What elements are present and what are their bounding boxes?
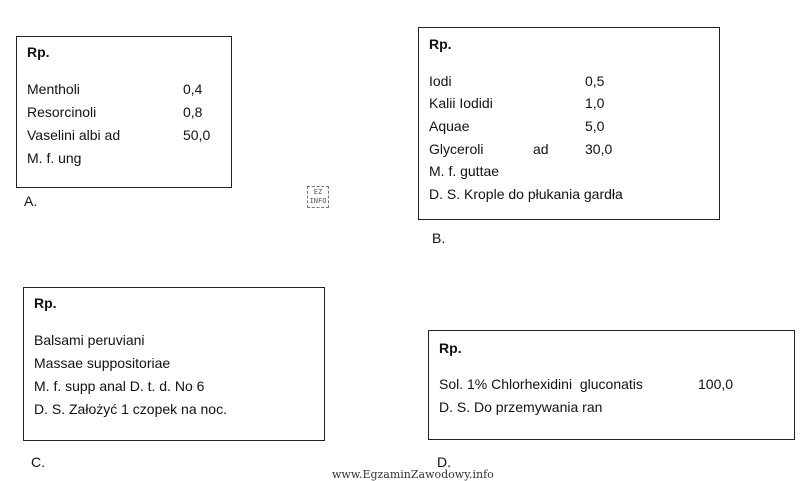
prescription-a-line-2 <box>27 104 203 120</box>
ingredient-name: Sol. 1% Chlorhexidini gluconatis <box>439 376 643 392</box>
prescription-c-line-3: M. f. supp anal D. t. d. No 6 <box>34 378 205 394</box>
ingredient-name: Vaselini albi ad <box>27 127 121 143</box>
ingredient-name: Resorcinoli <box>27 104 97 120</box>
ingredient-qty: 30,0 <box>585 141 613 157</box>
prescription-a-letter: A. <box>24 193 38 209</box>
ingredient-name: Aquae <box>429 118 470 134</box>
prescription-b-signa: D. S. Krople do płukania gardła <box>429 186 623 202</box>
prescription-a-box <box>16 36 232 188</box>
prescription-b-box <box>418 27 720 220</box>
prescription-c-line-4: D. S. Założyć 1 czopek na noc. <box>34 401 227 417</box>
prescription-d-letter: D. <box>437 454 451 470</box>
prescription-d-signa: D. S. Do przemywania ran <box>439 399 603 415</box>
ingredient-qty: 50,0 <box>183 127 211 143</box>
prescription-c-line-2: Massae suppositoriae <box>34 355 171 371</box>
ingredient-qty: 0,5 <box>585 73 605 89</box>
prescription-d-header: Rp. <box>439 340 462 356</box>
ingredient-ad: ad <box>533 141 549 157</box>
prescription-a-line-3 <box>27 127 211 143</box>
ingredient-qty: 1,0 <box>585 95 605 111</box>
watermark-text: www.EgzaminZawodowy.info <box>332 468 494 481</box>
prescription-a-line-1 <box>27 81 203 97</box>
prescription-c-box <box>23 287 325 441</box>
ingredient-name: Glyceroli <box>429 141 484 157</box>
prescription-b-header: Rp. <box>429 36 452 52</box>
prescription-a-signa: M. f. ung <box>27 150 82 166</box>
prescription-c-line-1: Balsami peruviani <box>34 332 145 348</box>
ingredient-qty: 0,4 <box>183 81 203 97</box>
ingredient-name: Iodi <box>429 73 452 89</box>
prescription-b-line-1 <box>429 73 605 89</box>
ezinfo-logo-icon: EZ INFO <box>307 186 329 208</box>
ingredient-qty: 0,8 <box>183 104 203 120</box>
prescription-d-line-1 <box>439 376 734 392</box>
prescription-d-box <box>428 330 795 440</box>
prescription-b-line-3 <box>429 118 605 134</box>
prescription-c-letter: C. <box>31 454 45 470</box>
prescription-b-letter: B. <box>432 230 446 246</box>
prescription-b-form: M. f. guttae <box>429 163 500 179</box>
prescription-c-header: Rp. <box>34 295 57 311</box>
ingredient-qty: 5,0 <box>585 118 605 134</box>
ingredient-name: Mentholi <box>27 81 80 97</box>
ingredient-qty: 100,0 <box>698 376 734 392</box>
prescription-b-line-4 <box>429 141 613 157</box>
ingredient-name: Kalii Iodidi <box>429 95 493 111</box>
prescription-a-header: Rp. <box>27 44 50 60</box>
prescription-b-line-2 <box>429 95 605 111</box>
